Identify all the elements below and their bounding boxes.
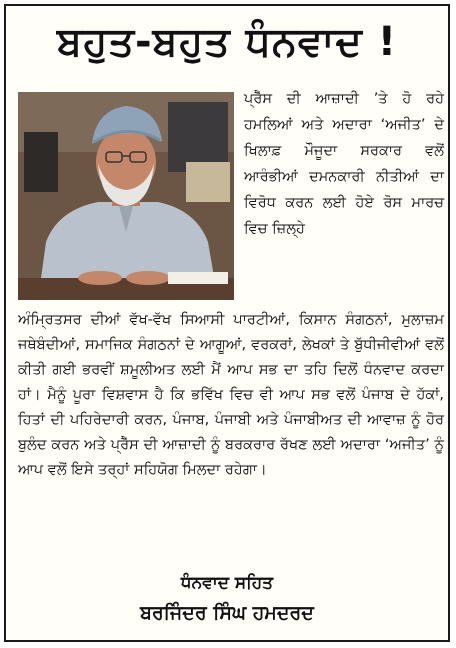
intro-paragraph: [244, 86, 444, 242]
body-paragraph: [18, 308, 444, 483]
closing-line: ਧੰਨਵਾਦ ਸਹਿਤ: [180, 573, 274, 593]
intro-text: ਪ੍ਰੈੱਸ ਦੀ ਆਜ਼ਾਦੀ ’ਤੇ ਹੋ ਰਹੇ ਹਮਲਿਆਂ ਅਤੇ ਅਦਾਰਾ ‘ਅਜੀਤ’ ਦੇ ਖਿਲਾਫ਼ ਮੌਜੂਦਾ ਸਰਕਾਰ ਵਲੋਂ ਆਰੰਭੀਆਂ ਦਮਨਕਾਰੀ ਨੀਤੀਆਂ ਦਾ ਵਿਰੋਧ ਕਰਨ ਲਈ ਹੋਏ ਰੋਸ ਮਾਰਚ ਵਿਚ ਜ਼ਿਲ੍ਹੇ: [244, 91, 444, 237]
body-text: ਅੰਮ੍ਰਿਤਸਰ ਦੀਆਂ ਵੱਖ-ਵੱਖ ਸਿਆਸੀ ਪਾਰਟੀਆਂ, ਕਿਸਾਨ ਸੰਗਠਨਾਂ, ਮੁਲਾਜ਼ਮ ਜਥੇਬੰਦੀਆਂ, ਸਮਾਜਿਕ ਸੰਗਠਨਾਂ ਦੇ ਆਗੂਆਂ, ਵਰਕਰਾਂ, ਲੇਖਕਾਂ ਤੇ ਬੁੱਧੀਜੀਵੀਆਂ ਵਲੋਂ ਕੀਤੀ ਗਈ ਭਰਵੀਂ ਸ਼ਮੂਲੀਅਤ ਲਈ ਮੈਂ ਆਪ ਸਭ ਦਾ ਤਹਿ ਦਿਲੋਂ ਧੰਨਵਾਦ ਕਰਦਾ ਹਾਂ। ਮੈਨੂੰ ਪੂਰਾ ਵਿਸ਼ਵਾਸ ਹੈ ਕਿ ਭਵਿੱਖ ਵਿਚ ਵੀ ਆਪ ਸਭ ਵਲੋਂ ਪੰਜਾਬ ਦੇ ਹੱਕਾਂ, ਹਿਤਾਂ ਦੀ ਪਹਿਰੇਦਾਰੀ ਕਰਨ, ਪੰਜਾਬ, ਪੰਜਾਬੀ ਅਤੇ ਪੰਜਾਬੀਅਤ ਦੀ ਆਵਾਜ਼ ਨੂੰ ਹੋਰ ਬੁਲੰਦ ਕਰਨ ਅਤੇ ਪ੍ਰੈੱਸ ਦੀ ਆਜ਼ਾਦੀ ਨੂੰ ਬਰਕਰਾਰ ਰੱਖਣ ਲਈ ਅਦਾਰਾ ‘ਅਜੀਤ’ ਨੂੰ ਆਪ ਵਲੋਂ ਇਸੇ ਤਰ੍ਹਾਂ ਸਹਿਯੋਗ ਮਿਲਦਾ ਰਹੇਗਾ।: [18, 312, 444, 478]
thank-you-notice: [4, 4, 450, 642]
portrait-illustration: [18, 92, 234, 300]
portrait-photo: [18, 92, 234, 300]
headline: ਬਹੁਤ-ਬਹੁਤ ਧੰਨਵਾਦ !: [56, 19, 398, 65]
signature-name: ਬਰਜਿੰਦਰ ਸਿੰਘ ਹਮਦਰਦ: [140, 602, 314, 624]
